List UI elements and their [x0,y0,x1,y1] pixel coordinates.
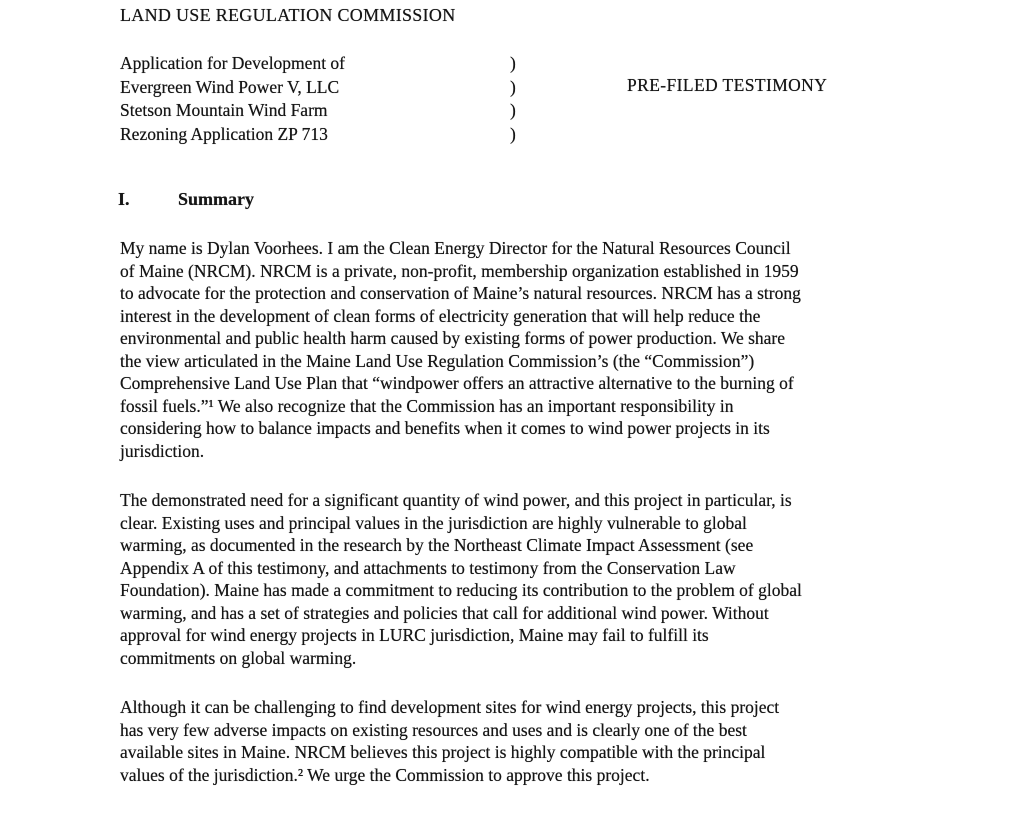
case-caption-row [120,123,570,147]
text-line: The demonstrated need for a significant quantity of wind power, and this project in particular, is [120,490,792,510]
case-caption-row [120,99,570,123]
text-line: approval for wind energy projects in LURC jurisdiction, Maine may fail to fulfill its [120,625,709,645]
text-line: fossil fuels.”¹ We also recognize that the Commission has an important responsibility in [120,395,734,416]
caption-paren: ) [510,76,516,97]
paragraph-site-compatibility [120,696,802,786]
paragraph-demonstrated-need [120,489,802,669]
case-caption-row [120,52,570,76]
case-caption-text: Stetson Mountain Wind Farm [120,100,328,120]
caption-paren: ) [510,100,516,120]
case-caption [120,52,570,146]
text-line: of Maine (NRCM). NRCM is a private, non-profit, membership organization established in 1959 [120,260,799,281]
text-line: environmental and public health harm caused by existing forms of power production. We share [120,328,786,348]
text-line: has very few adverse impacts on existing resources and uses and is clearly one of the best [120,719,747,740]
text-line: Foundation). Maine has made a commitment to reducing its contribution to the problem of global [120,580,802,600]
text-line: the view articulated in the Maine Land Use Regulation Commission’s (the “Commission”) [120,350,755,371]
text-line: values of the jurisdiction.² We urge the Commission to approve this project. [120,764,650,785]
text-line: warming, and has a set of strategies and policies that call for additional wind power. Without [120,602,769,623]
text-line: My name is Dylan Voorhees. I am the Clean Energy Director for the Natural Resources Council [120,238,791,258]
text-line: Comprehensive Land Use Plan that “windpower offers an attractive alternative to the burning of [120,373,794,393]
caption-paren: ) [510,123,516,144]
text-line: jurisdiction. [120,440,205,461]
section-number: I. [118,189,130,209]
filing-type-label: PRE-FILED TESTIMONY [627,75,828,95]
document-title: LAND USE REGULATION COMMISSION [120,5,456,25]
text-line: commitments on global warming. [120,647,357,668]
case-caption-text: Rezoning Application ZP 713 [120,123,328,144]
text-line: available sites in Maine. NRCM believes this project is highly compatible with the principal [120,742,766,762]
text-line: Although it can be challenging to find development sites for wind energy projects, this project [120,697,780,717]
case-caption-text: Evergreen Wind Power V, LLC [120,76,340,97]
section-title: Summary [178,189,254,209]
caption-paren: ) [510,53,516,73]
text-line: to advocate for the protection and conservation of Maine’s natural resources. NRCM has a strong [120,283,801,303]
case-caption-row [120,76,570,100]
text-line: interest in the development of clean forms of electricity generation that will help reduce the [120,305,761,326]
text-line: considering how to balance impacts and benefits when it comes to wind power projects in its [120,418,770,438]
paragraph-summary-intro [120,237,802,462]
case-caption-text: Application for Development of [120,53,346,73]
text-line: Appendix A of this testimony, and attachments to testimony from the Conservation Law [120,557,736,578]
text-line: warming, as documented in the research by the Northeast Climate Impact Assessment (see [120,535,754,555]
section-heading [118,189,254,210]
document-body [120,237,802,813]
text-line: clear. Existing uses and principal values in the jurisdiction are highly vulnerable to global [120,512,747,533]
